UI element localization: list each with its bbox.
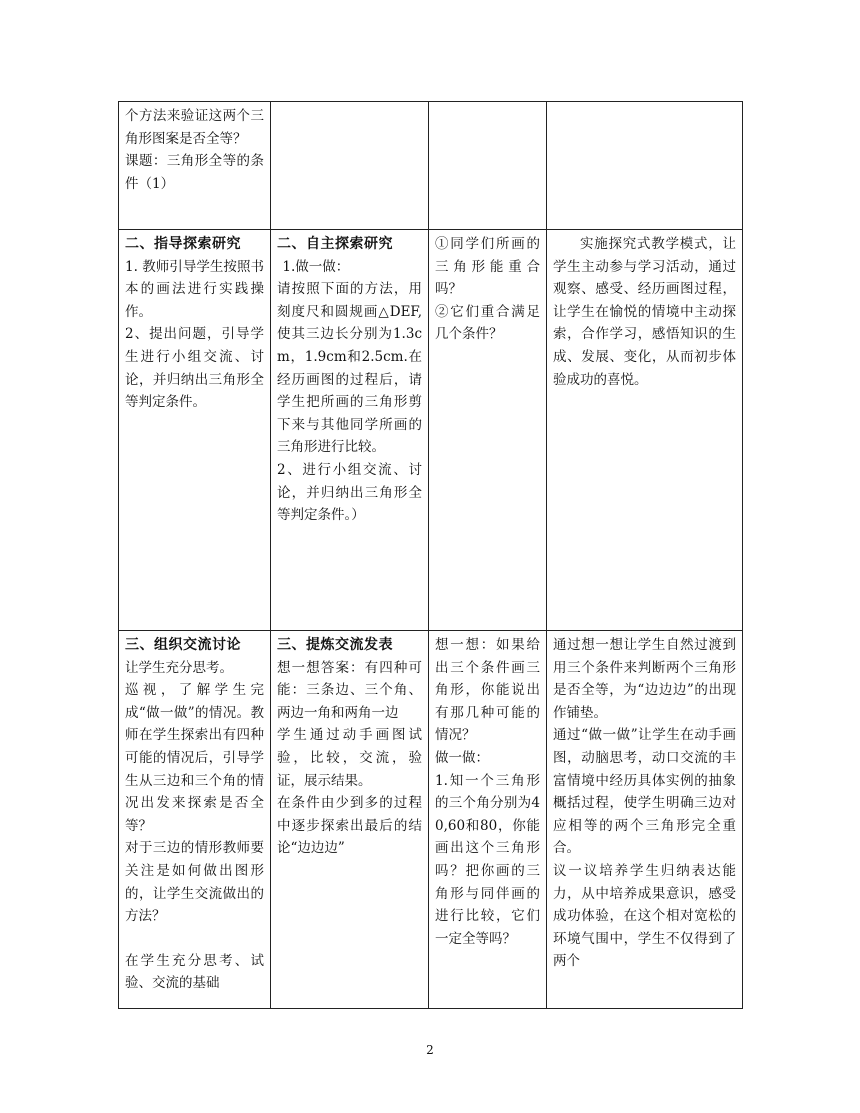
- section-heading: 二、指导探索研究: [125, 236, 241, 252]
- cell-text: 个方法来验证这两个三角形图案是否全等？: [125, 108, 264, 147]
- cell-text: 2、进行小组交流、讨论，并归纳出三角形全等判定条件。）: [277, 461, 422, 524]
- cell-text: ②它们重合满足几个条件？: [435, 303, 540, 343]
- table-row: [119, 102, 743, 230]
- cell-questions: [429, 102, 547, 230]
- section-heading: 三、组织交流讨论: [125, 637, 241, 653]
- cell-design-intent: [547, 102, 743, 230]
- cell-text: 学生通过动手画图试验，比较，交流，验证，展示结果。: [277, 727, 422, 789]
- cell-text: 议一议培养学生归纳表达能力，从中培养成果意识，感受成功体验，在这个相对宽松的环境气围中，学生不仅得到了两个: [553, 862, 736, 970]
- cell-text: 1.做一做：: [282, 258, 350, 275]
- cell-text: 让学生充分思考。: [125, 659, 233, 676]
- cell-text: 想一想：如果给出三个条件画三角形，你能说出有那几种可能的情况？: [435, 637, 540, 744]
- cell-text: 做一做：: [435, 749, 489, 766]
- cell-text: 想一想答案：有四种可能：三条边、三个角、两边一角和两角一边: [277, 659, 422, 721]
- cell-text: 在条件由少到多的过程中逐步探索出最后的结论“边边边”: [277, 795, 422, 857]
- table-row: [119, 230, 743, 631]
- cell-text: 1.知一个三角形的三个角分别为40,60和80，你能画出这个三角形吗？把你画的三角形与同伴画的进行比较，它们一定全等吗？: [435, 772, 540, 947]
- cell-design-intent: [547, 230, 743, 631]
- cell-teacher-activity: [119, 631, 271, 1009]
- cell-text: 在学生充分思考、试验、交流的基础: [125, 952, 264, 992]
- cell-text: 巡视，了解学生完成“做一做”的情况。教师在学生探索出有四种可能的情况后，引导学生从三边和三个角的情况出发来探索是否全等？: [125, 682, 264, 834]
- cell-questions: [429, 230, 547, 631]
- section-heading: 二、自主探索研究: [277, 236, 393, 252]
- cell-questions: [429, 631, 547, 1009]
- lesson-plan-table: [118, 101, 743, 1009]
- cell-teacher-activity: [119, 230, 271, 631]
- cell-text: 1. 教师引导学生按照书本的画法进行实践操作。: [125, 258, 264, 320]
- page-number: 2: [426, 1043, 434, 1057]
- lesson-topic: 课题：三角形全等的条件（1）: [125, 153, 264, 192]
- cell-text: 实施探究式教学模式，让学生主动参与学习活动，通过观察、感受、经历画图过程，让学生在愉悦的情境中主动探索，合作学习，感悟知识的生成、发展、变化，从而初步体验成功的喜悦。: [553, 236, 736, 388]
- cell-text: 2、提出问题，引导学生进行小组交流、讨论，并归纳出三角形全等判定条件。: [125, 326, 264, 411]
- cell-student-activity: [271, 631, 429, 1009]
- cell-teacher-activity: [119, 102, 271, 230]
- section-heading: 三、提炼交流发表: [277, 637, 393, 653]
- cell-text: ①同学们所画的三角形能重合吗？: [435, 236, 540, 298]
- cell-text: 对于三边的情形教师要关注是如何做出图形的，让学生交流做出的方法？: [125, 840, 264, 925]
- cell-student-activity: [271, 230, 429, 631]
- cell-text: 通过想一想让学生自然过渡到用三个条件来判断两个三角形是否全等，为“边边边”的出现作铺垫。: [553, 637, 736, 721]
- cell-text: 通过“做一做”让学生在动手画图，动脑思考，动口交流的丰富情境中经历具体实例的抽象概括过程，使学生明确三边对应相等的两个三角形完全重合。: [553, 727, 736, 857]
- cell-student-activity: [271, 102, 429, 230]
- cell-text: 请按照下面的方法，用刻度尺和圆规画△DEF,使其三边长分别为1.3cm，1.9cm和2.5cm.在经历画图的过程后，请学生把所画的三角形剪下来与其他同学所画的三角形进行比较。: [277, 281, 422, 456]
- cell-design-intent: [547, 631, 743, 1009]
- table-row: [119, 631, 743, 1009]
